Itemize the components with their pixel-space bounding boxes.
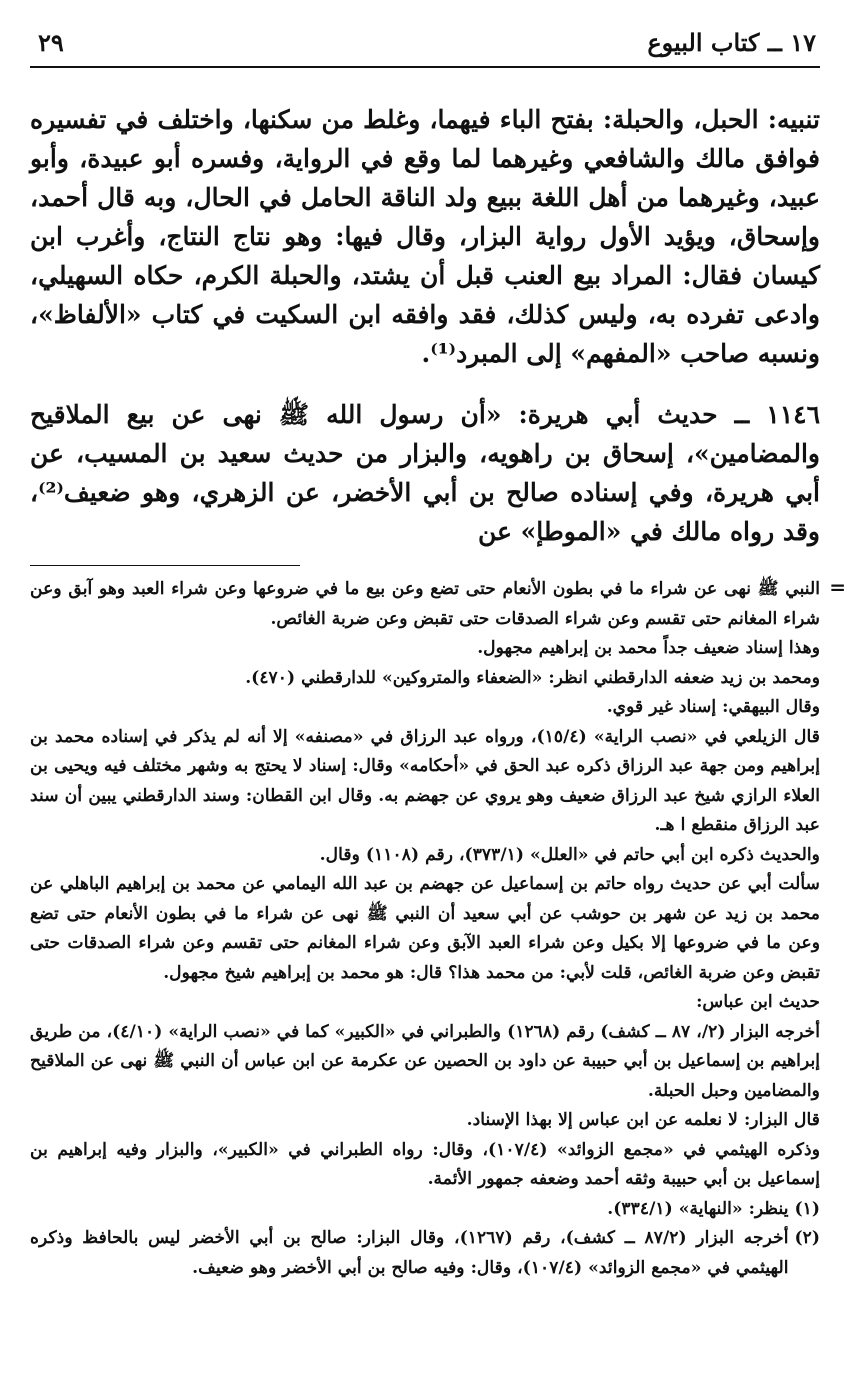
page-number: ٢٩ — [38, 28, 64, 57]
footnote-line: قال البزار: لا نعلمه عن ابن عباس إلا بهذا الإسناد. — [466, 1110, 820, 1130]
continued-marker: = — [829, 575, 846, 599]
footnote-2 — [30, 1224, 820, 1283]
footnote-number: (٢) — [794, 1228, 820, 1248]
footnote-line: قال الزيلعي في «نصب الراية» (١٥/٤)، ورواه عبد الرزاق في «مصنفه» إلا أنه لم يذكر في إسناده محمد بن إبراهيم ومن جهة عبد الرزاق ذكره عبد الحق في «أحكامه» وقال: إسناد لا يحتج به وشهر مختلف فيه ويحيى بن العلاء الرازي شيخ عبد الرزاق ضعيف وهو يروي عن جهضم به. وقال ابن القطان: وسند الدارقطني يبين أن سند عبد الرزاق منقطع ا هـ. — [30, 726, 820, 835]
footnote-line: سألت أبي عن حديث رواه حاتم بن إسماعيل عن جهضم بن عبد الله اليمامي عن محمد بن إبراهيم الباهلي عن محمد بن زيد عن شهر بن حوشب عن أبي سعيد أن النبي ﷺ نهى عن شراء ما في بطون الأنعام حتى تضع وعن ما في ضروعها إلا بكيل وعن شراء العبد الآبق وعن شراء المغانم حتى تقسم وعن شراء الصدقات حتى تقبض وعن ضربة الغائص، قلت لأبي: من محمد هذا؟ قال: هو محمد بن إبراهيم شيخ مجهول. — [30, 874, 820, 983]
footnote-number: (١) — [794, 1198, 820, 1219]
main-paragraph-note: تنبيه: الحبل، والحبلة: بفتح الباء فيهما، وغلط من سكنها، واختلف في تفسيره فوافق مالك والشافعي وغيرهما لما وقع في الرواية، وفسره أبو عبيدة، وأبو عبيد، وغيرهما من أهل اللغة ببيع ولد الناقة الحامل في الحال، وبه قال أحمد، وإسحاق، ويؤيد الأول رواية البزار، وقال فيها: وهو نتاج النتاج، وأغرب ابن كيسان فقال: المراد بيع العنب قبل أن يشتد، والحبلة الكرم، حكاه السهيلي، وادعى تفرده به، وليس كذلك، فقد وافقه ابن السكيت في كتاب «الألفاظ»، ونسبه صاحب «المفهم» إلى المبرد⁽¹⁾. — [30, 105, 820, 368]
page-header — [30, 18, 820, 68]
footnote-line: حديث ابن عباس: — [696, 992, 820, 1012]
book-page — [30, 18, 846, 1358]
footnote-line: وذكره الهيثمي في «مجمع الزوائد» (١٠٧/٤)، وقال: رواه الطبراني في «الكبير»، والبزار وفيه إبراهيم بن إسماعيل بن أبي حبيبة وثقه أحمد وضعفه جمهور الأئمة. — [30, 1139, 820, 1189]
footnote-divider-row — [30, 557, 820, 575]
footnote-line: النبي ﷺ نهى عن شراء ما في بطون الأنعام حتى تضع وعن بيع ما في ضروعها وعن شراء العبد وهو آبق وعن شراء المغانم حتى تقسم وعن شراء الصدقات حتى تقبض وعن ضربة الغائص. — [30, 579, 820, 629]
footnote-line: وقال البيهقي: إسناد غير قوي. — [606, 697, 820, 717]
running-title: ١٧ ــ كتاب البيوع — [647, 28, 816, 57]
footnote-line: ومحمد بن زيد ضعفه الدارقطني انظر: «الضعفاء والمتروكين» للدارقطني (٤٧٠). — [245, 667, 820, 688]
footnote-line: وهذا إسناد ضعيف جداً محمد بن إبراهيم مجهول. — [477, 638, 820, 658]
footnote-text: ينظر: «النهاية» (٣٣٤/١). — [607, 1198, 789, 1219]
footnote-divider — [30, 565, 300, 566]
main-text — [30, 100, 820, 551]
footnotes — [30, 575, 846, 1283]
footnote-line: والحديث ذكره ابن أبي حاتم في «العلل» (٣٧٣/١)، رقم (١١٠٨) وقال. — [319, 844, 820, 865]
footnote-1 — [30, 1195, 820, 1225]
main-paragraph-hadith-1146: ١١٤٦ ــ حديث أبي هريرة: «أن رسول الله ﷺ نهى عن بيع الملاقيح والمضامين»، إسحاق بن راهويه، والبزار من حديث سعيد بن المسيب، عن أبي هريرة، وفي إسناده صالح بن أبي الأخضر، عن الزهري، وهو ضعيف⁽²⁾، وقد رواه مالك في «الموطإ» عن — [30, 400, 820, 546]
footnote-text: أخرجه البزار (٨٧/٢ ــ كشف)، رقم (١٢٦٧)، وقال البزار: صالح بن أبي الأخضر ليس بالحافظ وذكره الهيثمي في «مجمع الزوائد» (١٠٧/٤)، وقال: وفيه صالح بن أبي الأخضر وهو ضعيف. — [30, 1228, 789, 1278]
paragraph-gap — [30, 373, 820, 395]
footnote-line: أخرجه البزار (٢/، ٨٧ ــ كشف) رقم (١٢٦٨) والطبراني في «الكبير» كما في «نصب الراية» (٤/١٠)، من طريق إبراهيم بن إسماعيل بن أبي حبيبة عن داود بن الحصين عن عكرمة عن ابن عباس أن النبي ﷺ نهى عن الملاقيح والمضامين وحبل الحبلة. — [30, 1021, 820, 1101]
